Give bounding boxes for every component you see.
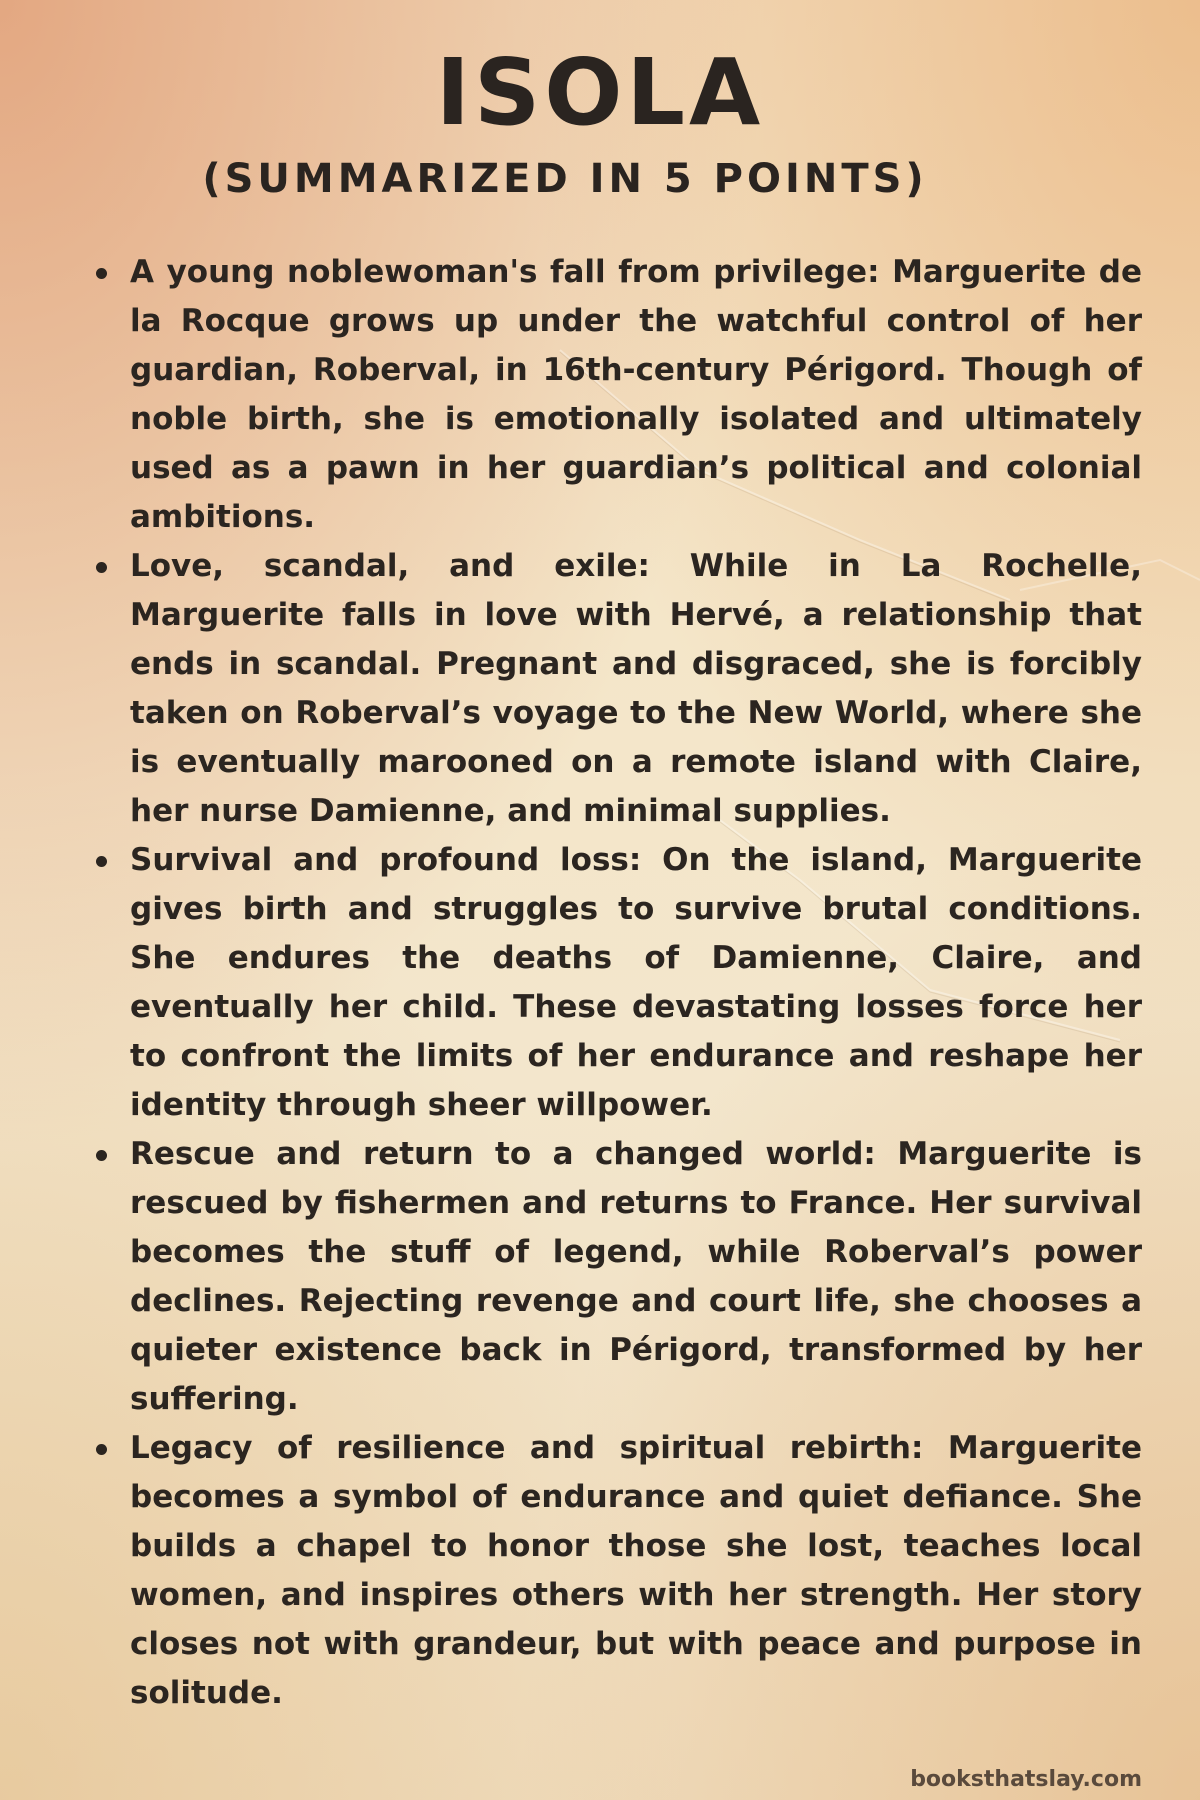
summary-points-list bbox=[96, 248, 1142, 1718]
bullet-icon bbox=[96, 1444, 107, 1455]
bullet-icon bbox=[96, 268, 107, 279]
summary-point-3 bbox=[96, 836, 1142, 1130]
bullet-icon bbox=[96, 856, 107, 867]
page-subtitle: (SUMMARIZED IN 5 POINTS) bbox=[202, 156, 928, 202]
bullet-icon bbox=[96, 562, 107, 573]
bullet-icon bbox=[96, 1150, 107, 1161]
page-title: ISOLA bbox=[435, 39, 765, 146]
summary-point-5 bbox=[96, 1424, 1142, 1718]
summary-point-text: A young noblewoman's fall from privilege: Marguerite de la Rocque grows up under the watchful control of her guardian, Roberval, in 16th-century Périgord. Though of noble birth, she is emotionally isolated and ultimately used as a pawn in her guardian’s political and colonial ambitions. bbox=[130, 254, 1142, 535]
summary-point-2 bbox=[96, 542, 1142, 836]
summary-point-text: Rescue and return to a changed world: Marguerite is rescued by fishermen and returns to France. Her survival becomes the stuff of legend, while Roberval’s power declines. Rejecting revenge and court life, she chooses a quieter existence back in Périgord, transformed by her suffering. bbox=[130, 1136, 1142, 1417]
header bbox=[0, 38, 1200, 204]
footer-website: booksthatslay.com bbox=[910, 1767, 1142, 1792]
summary-point-4 bbox=[96, 1130, 1142, 1424]
summary-point-text: Legacy of resilience and spiritual rebirth: Marguerite becomes a symbol of endurance and quiet defiance. She builds a chapel to honor those she lost, teaches local women, and inspires others with her strength. Her story closes not with grandeur, but with peace and purpose in solitude. bbox=[130, 1430, 1142, 1711]
summary-point-1 bbox=[96, 248, 1142, 542]
summary-point-text: Survival and profound loss: On the island, Marguerite gives birth and struggles to survive brutal conditions. She endures the deaths of Damienne, Claire, and eventually her child. These devastating losses force her to confront the limits of her endurance and reshape her identity through sheer willpower. bbox=[130, 842, 1142, 1123]
summary-point-text: Love, scandal, and exile: While in La Rochelle, Marguerite falls in love with Hervé, a relationship that ends in scandal. Pregnant and disgraced, she is forcibly taken on Roberval’s voyage to the New World, where she is eventually marooned on a remote island with Claire, her nurse Damienne, and minimal supplies. bbox=[130, 548, 1142, 829]
